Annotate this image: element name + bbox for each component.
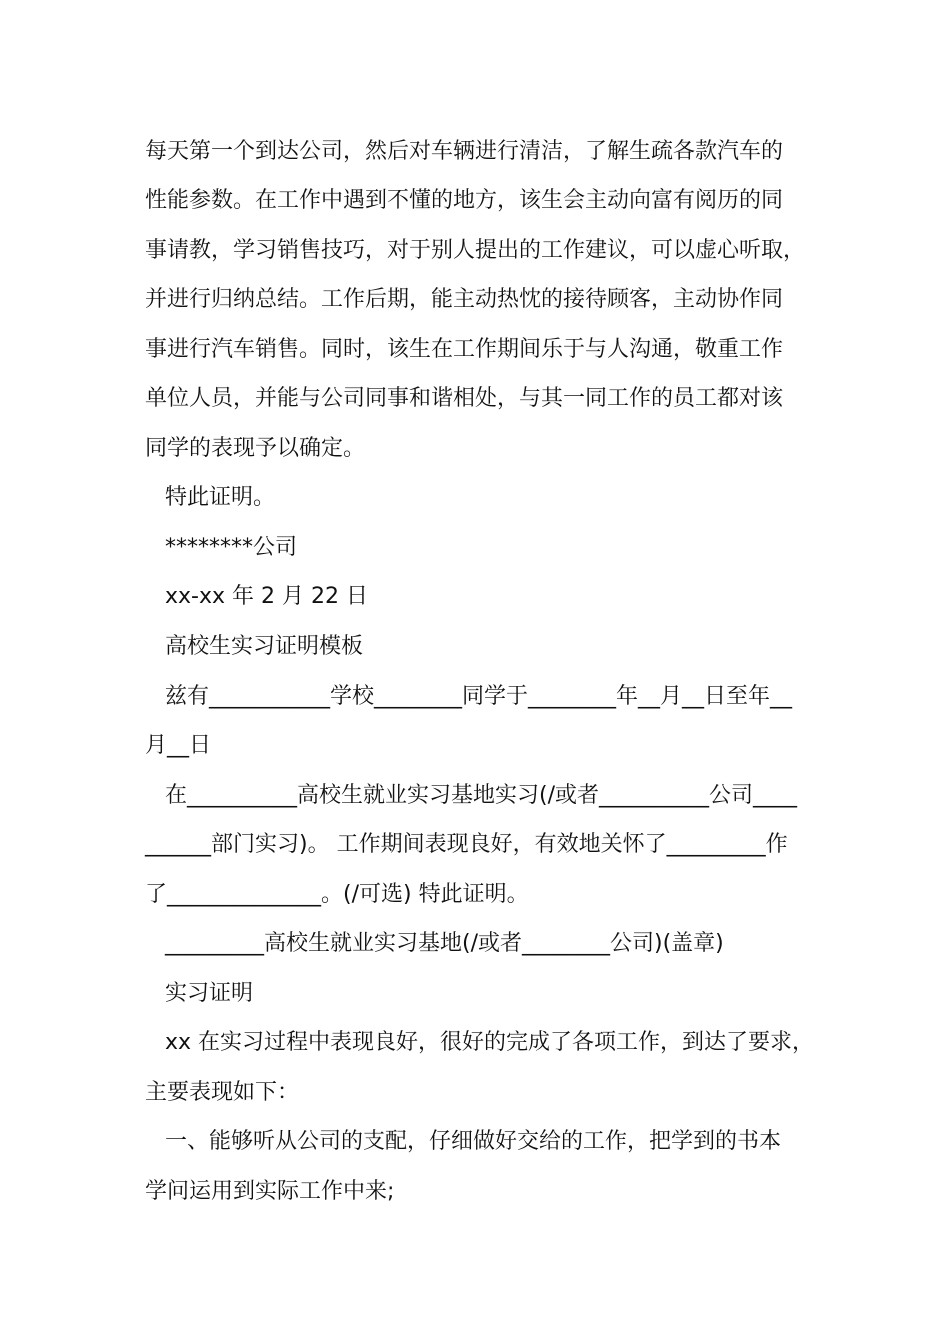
date-line: xx-xx 年 2 月 22 日 (165, 584, 368, 609)
closing-line: 特此证明。 (165, 485, 276, 510)
signature-line: _________高校生就业实习基地(/或者________公司)(盖章) (165, 931, 724, 956)
template-line: 在__________高校生就业实习基地实习(/或者__________公司____ (165, 783, 797, 808)
paragraph-line: 单位人员，并能与公司同事和谐相处，与其一同工作的员工都对该 (145, 386, 784, 411)
paragraph-line: 事请教，学习销售技巧，对于别人提出的工作建议，可以虚心听取， (145, 238, 806, 263)
paragraph-line: 并进行归纳总结。工作后期，能主动热忱的接待顾客，主动协作同 (145, 287, 784, 312)
paragraph-line: 事进行汽车销售。同时，该生在工作期间乐于与人沟通，敬重工作 (145, 337, 784, 362)
template-line: 月__日 (145, 733, 212, 758)
template-line: ______部门实习)。 工作期间表现良好，有效地关怀了_________作 (145, 832, 788, 857)
section-heading: 实习证明 (165, 981, 254, 1006)
template-line: 了______________。(/可选) 特此证明。 (145, 882, 529, 907)
paragraph-line: 性能参数。在工作中遇到不懂的地方，该生会主动向富有阅历的同 (145, 188, 784, 213)
paragraph-line: 每天第一个到达公司，然后对车辆进行清洁，了解生疏各款汽车的 (145, 139, 784, 164)
section-heading: 高校生实习证明模板 (165, 634, 364, 659)
template-line: 兹有___________学校________同学于________年__月__日至年__ (165, 684, 793, 709)
paragraph-line: 同学的表现予以确定。 (145, 436, 366, 461)
company-line: ********公司 (165, 535, 298, 560)
paragraph-line: 一、能够听从公司的支配，仔细做好交给的工作，把学到的书本 (165, 1129, 782, 1154)
paragraph-line: 学问运用到实际工作中来; (145, 1179, 395, 1204)
paragraph-line: 主要表现如下： (145, 1080, 300, 1105)
paragraph-line: xx 在实习过程中表现良好，很好的完成了各项工作，到达了要求， (165, 1030, 815, 1055)
